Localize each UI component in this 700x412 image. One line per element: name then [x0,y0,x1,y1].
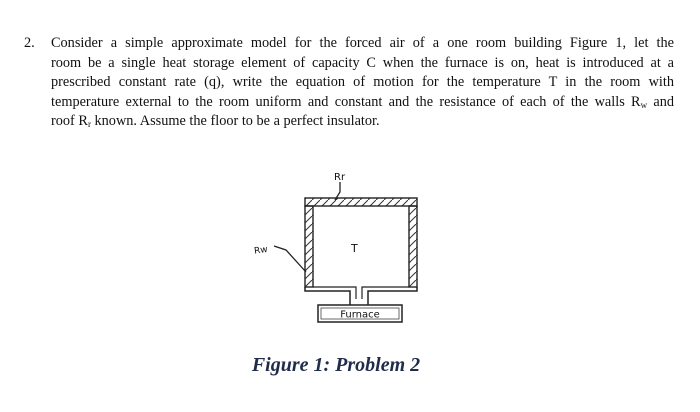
room-diagram [240,160,440,330]
wall-resistance-label: Rw [253,244,269,257]
statement-line-1: Consider a simple approximate model for the forced air of a one room building Figure 1, let the [51,35,674,51]
room-temperature-label: T [351,242,358,255]
statement-line-3: prescribed constant rate (q), write the equation of motion for the temperature T in the room with [51,74,674,91]
roof-resistance-subscript: r [87,119,91,130]
furnace-label: Furnace [340,309,380,321]
problem-statement [51,34,674,132]
statement-line-5-tail: known. Assume the floor to be a perfect insulator. [90,113,380,130]
roof-wall [305,198,417,206]
duct-inner-right [362,287,409,299]
statement-line-4-text: temperature external to the room uniform and constant and the resistance of each of the walls R [51,93,641,110]
wall-resistance-subscript: w [640,99,648,110]
statement-line-2: room be a single heat storage element of capacity C when the furnace is on, heat is introduced at a [51,54,674,71]
statement-line-5 [51,112,674,132]
statement-line-5-text: roof R [51,113,88,130]
figure-caption: Figure 1: Problem 2 [251,354,421,376]
left-wall [305,206,313,287]
floor-left [305,287,350,305]
roof-resistance-label: Rr [334,172,346,183]
problem-number: 2. [24,35,35,51]
statement-line-4-tail: and [647,93,675,110]
statement-line-4 [51,93,674,113]
floor-right [368,287,417,305]
problem-2 [24,34,674,132]
right-wall [409,206,417,287]
wall-leader-line [274,246,306,272]
room-diagram-svg [240,160,440,330]
